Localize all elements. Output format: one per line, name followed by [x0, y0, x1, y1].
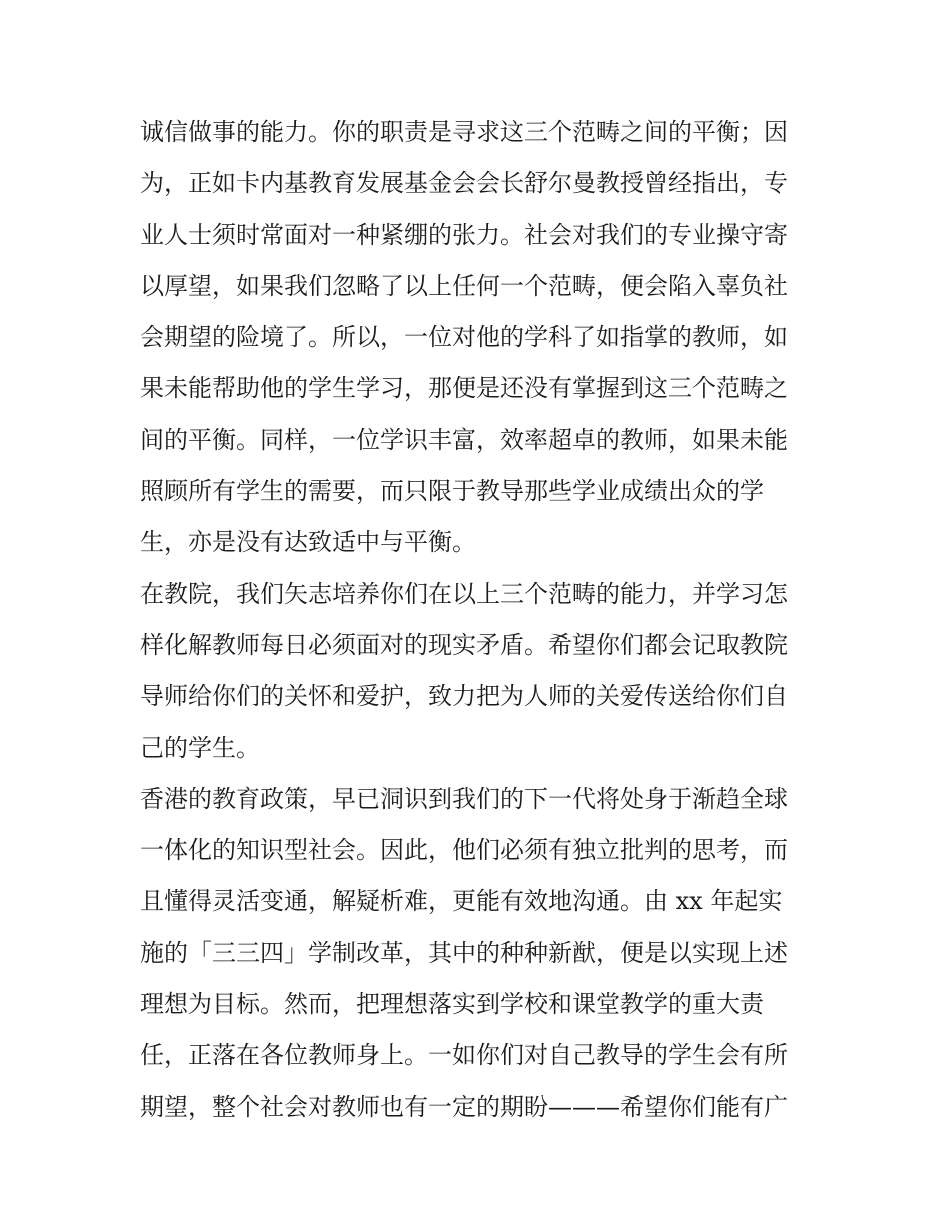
text-line: 生，亦是没有达致适中与平衡。 [140, 528, 476, 557]
text-line: 施的「三三四」学制改革，其中的种种新猷，便是以实现上述 [140, 938, 788, 967]
text-line: 任，正落在各位教师身上。一如你们对自己教导的学生会有所 [140, 1041, 788, 1070]
text-line: 业人士须时常面对一种紧绷的张力。社会对我们的专业操守寄 [140, 220, 788, 249]
text-line: 诚信做事的能力。你的职责是寻求这三个范畴之间的平衡；因 [140, 118, 788, 146]
text-line: 导师给你们的关怀和爱护，致力把为人师的关爱传送给你们自 [140, 682, 788, 711]
text-line: 间的平衡。同样，一位学识丰富，效率超卓的教师，如果未能 [140, 425, 788, 454]
text-line: 期望，整个社会对教师也有一定的期盼———希望你们能有广 [140, 1092, 788, 1121]
text-line: 会期望的险境了。所以，一位对他的学科了如指掌的教师，如 [140, 323, 788, 352]
text-line: 样化解教师每日必须面对的现实矛盾。希望你们都会记取教院 [140, 630, 788, 659]
text-line: 以厚望，如果我们忽略了以上任何一个范畴，便会陷入辜负社 [140, 271, 788, 300]
text-line: 果未能帮助他的学生学习，那便是还没有掌握到这三个范畴之 [140, 374, 788, 403]
text-line: 在教院，我们矢志培养你们在以上三个范畴的能力，并学习怎 [140, 579, 788, 608]
text-line: 为，正如卡内基教育发展基金会会长舒尔曼教授曾经指出，专 [140, 169, 788, 198]
text-line: 理想为目标。然而，把理想落实到学校和课堂教学的重大责 [140, 990, 764, 1019]
text-line: 香港的教育政策，早已洞识到我们的下一代将处身于渐趋全球 [140, 784, 788, 813]
text-line: 己的学生。 [140, 733, 260, 762]
text-line: 且懂得灵活变通，解疑析难，更能有效地沟通。由 xx 年起实 [140, 887, 783, 916]
text-line: 一体化的知识型社会。因此，他们必须有独立批判的思考，而 [140, 836, 788, 865]
body-text [140, 107, 820, 1133]
text-line: 照顾所有学生的需要，而只限于教导那些学业成绩出众的学 [140, 477, 764, 506]
